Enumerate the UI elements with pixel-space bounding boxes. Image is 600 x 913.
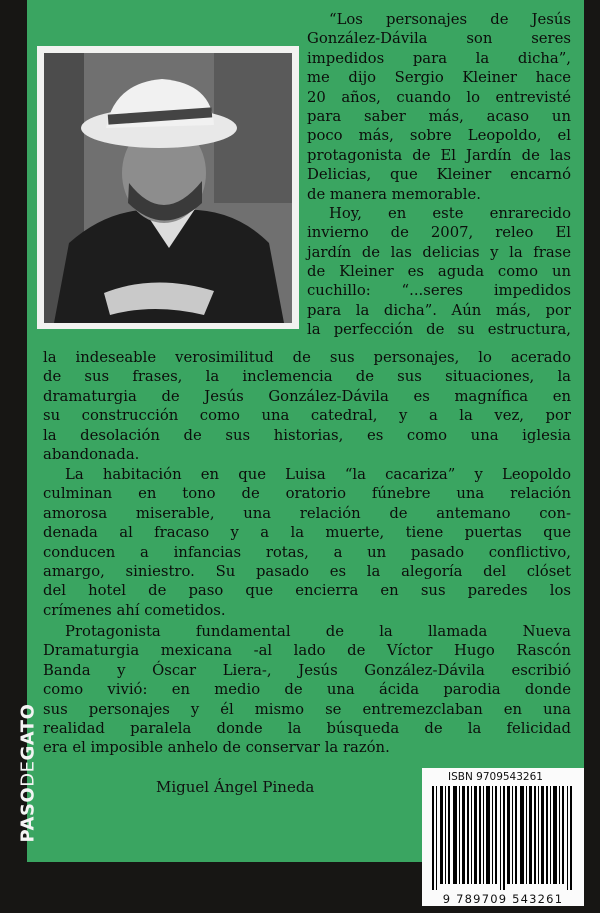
author-photo	[44, 53, 292, 323]
text-line: Banda y Óscar Liera-, Jesús González-Dávila escribió	[43, 661, 571, 679]
text-line: jardín de las delicias y la frase	[307, 243, 571, 261]
text-line: Hoy, en este enrarecido	[329, 204, 571, 222]
text-line: denada al fracaso y a la muerte, tiene puertas que	[43, 524, 571, 542]
text-line: dramaturgia de Jesús González-Dávila es magnífica en	[43, 387, 571, 405]
text-line: de Kleiner es aguda como un	[307, 263, 571, 281]
text-line: abandonada.	[43, 445, 140, 463]
author-signature: Miguel Ángel Pineda	[156, 778, 315, 796]
text-line: amorosa miserable, una relación de antemano con-	[43, 504, 571, 522]
text-line: como vivió: en medio de una ácida parodia donde	[43, 681, 571, 699]
text-line: conducen a infancias rotas, a un pasado conflictivo,	[43, 543, 571, 561]
text-line: “Los personajes de Jesús	[329, 11, 571, 28]
text-line: cuchillo: “...seres impedidos	[307, 282, 571, 300]
text-line: poco más, sobre Leopoldo, el	[307, 127, 571, 145]
text-line: 20 años, cuando lo entrevisté	[307, 88, 571, 106]
paragraph-2-continued	[43, 348, 571, 464]
text-line: Delicias, que Kleiner encarnó	[307, 166, 571, 184]
text-line: la indeseable verosimilitud de sus personajes, lo acerado	[43, 349, 571, 366]
publisher-logo-part: DE	[17, 760, 39, 787]
text-line: protagonista de El Jardín de las	[307, 146, 571, 164]
paragraph-3	[43, 465, 571, 620]
text-line: amargo, siniestro. Su pasado es la alegoría del clóset	[43, 562, 571, 580]
publisher-logo-part: GATO	[17, 703, 39, 761]
text-line: Dramaturgia mexicana -al lado de Víctor Hugo Rascón	[43, 642, 571, 660]
text-line: para la dicha”. Aún más, por	[307, 301, 571, 319]
text-line: Protagonista fundamental de la llamada Nueva	[65, 623, 571, 640]
text-line: la desolación de sus historias, es como una iglesia	[43, 426, 571, 444]
text-line: del hotel de paso que encierra en sus paredes los	[43, 582, 571, 600]
text-line: culminan en tono de oratorio fúnebre una relación	[43, 485, 571, 503]
barcode-icon	[432, 786, 574, 890]
text-line: de manera memorable.	[307, 185, 481, 203]
publisher-logo-part: PASO	[17, 786, 39, 843]
text-line: era el imposible anhelo de conservar la razón.	[43, 739, 390, 757]
text-line: invierno de 2007, releo El	[307, 224, 571, 242]
paragraph-4	[43, 622, 571, 758]
text-line: sus personajes y él mismo se entremezclaban en una	[43, 700, 571, 718]
text-line: su construcción como una catedral, y a la vez, por	[43, 407, 571, 425]
text-line: para saber más, acaso un	[307, 107, 571, 125]
text-line: la perfección de su estructura,	[307, 321, 571, 339]
publisher-logo	[6, 680, 50, 860]
text-line: de sus frases, la inclemencia de sus situaciones, la	[43, 368, 571, 386]
isbn-label: ISBN 9709543261	[448, 771, 543, 783]
text-line: crímenes ahí cometidos.	[43, 601, 226, 619]
text-line: realidad paralela donde la búsqueda de la felicidad	[43, 719, 571, 737]
text-line: González-Dávila son seres	[307, 30, 571, 48]
paragraph-1	[307, 10, 571, 340]
barcode-number: 9 789709 543261	[442, 892, 564, 906]
text-line: impedidos para la dicha”,	[307, 49, 571, 67]
text-line: me dijo Sergio Kleiner hace	[307, 69, 571, 87]
text-line: La habitación en que Luisa “la cacariza” y Leopoldo	[65, 466, 571, 483]
